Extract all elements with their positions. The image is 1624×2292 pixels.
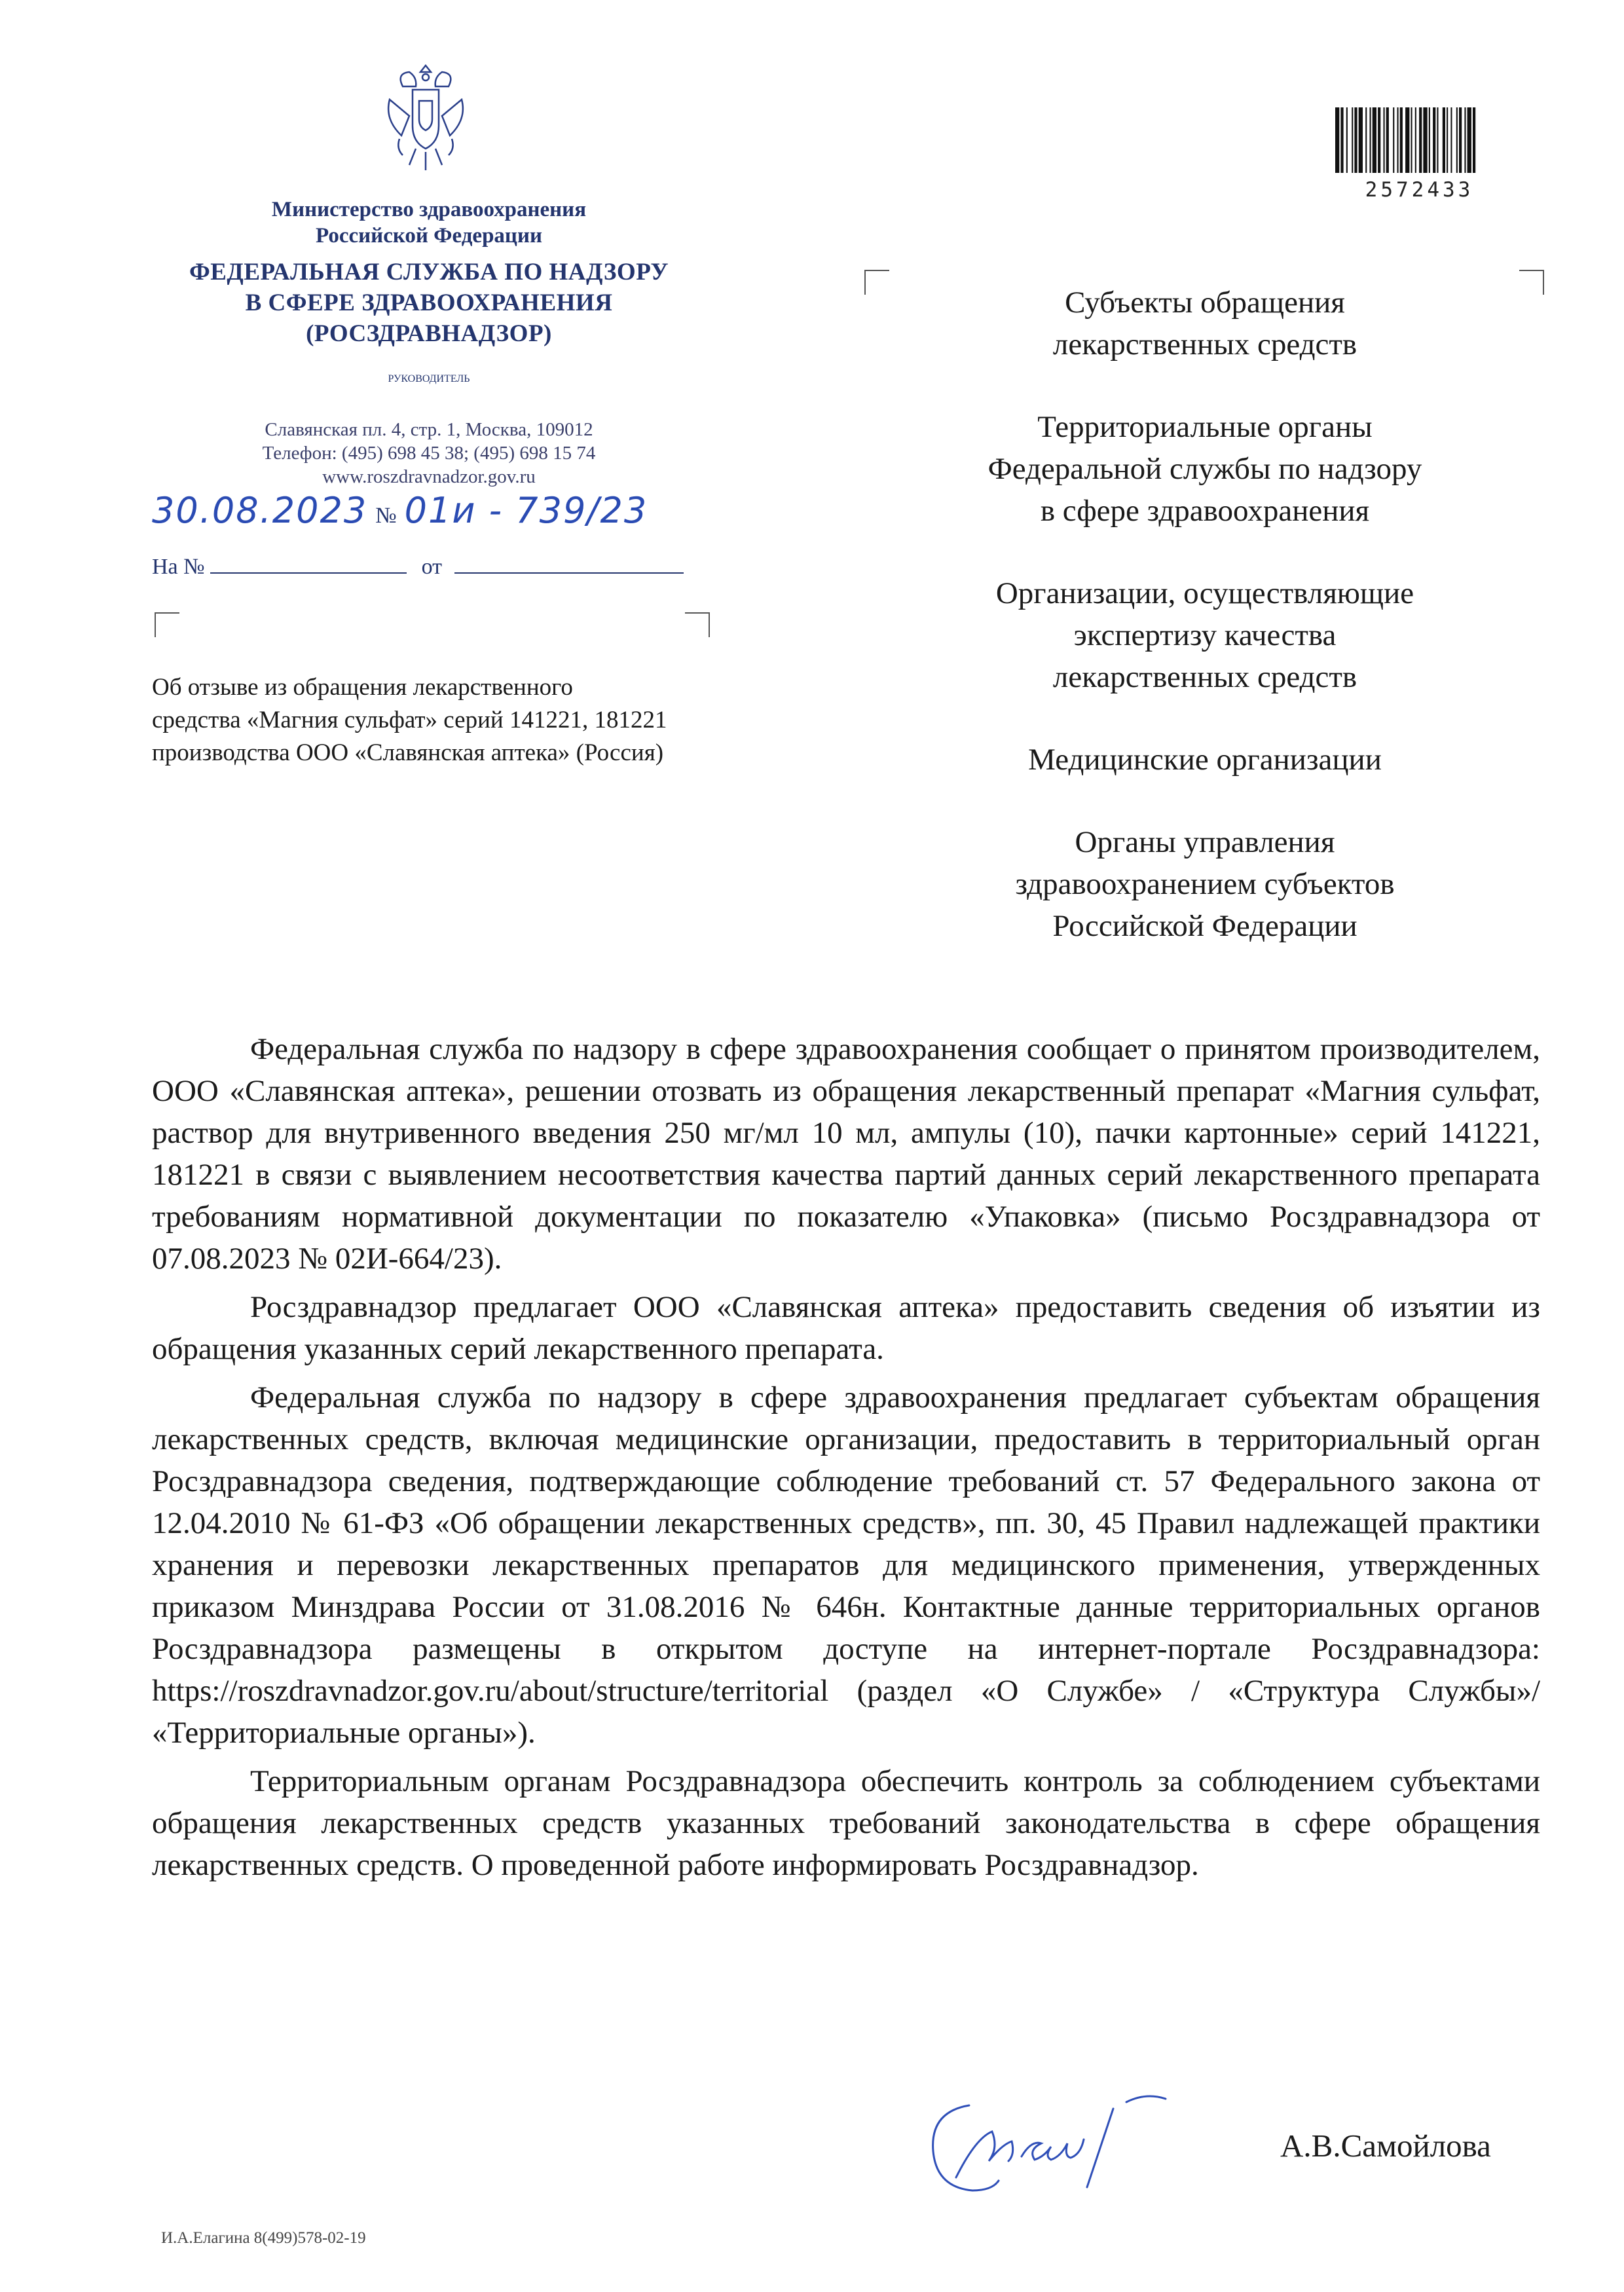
ministry-name	[144, 196, 714, 249]
addressee-group	[910, 572, 1500, 698]
addressee-line: лекарственных средств	[1052, 660, 1357, 694]
addressee-group	[910, 406, 1500, 532]
registration-date: 30.08.2023	[152, 490, 368, 531]
addressee-line: Медицинские организации	[1028, 743, 1382, 777]
subject-line-2: средства «Магния сульфат» серий 141221, 181221	[152, 707, 667, 733]
registration-number: 01и - 739/23	[404, 490, 648, 531]
reference-number-blank	[210, 554, 407, 574]
sender-phone: Телефон: (495) 698 45 38; (495) 698 15 74	[262, 443, 596, 464]
addressee-group	[910, 821, 1500, 947]
reference-date-blank	[454, 554, 684, 574]
addressee-line: Субъекты обращения	[1065, 286, 1345, 320]
signatory-name: А.В.Самойлова	[1280, 2128, 1491, 2164]
sender-address: Славянская пл. 4, стр. 1, Москва, 109012	[265, 419, 593, 440]
reference-label: На №	[152, 555, 205, 579]
addressee-list	[910, 282, 1500, 947]
addressee-line: в сфере здравоохранения	[1040, 494, 1370, 528]
body-paragraph: Федеральная служба по надзору в сфере здравоохранения сообщает о принятом производителем, ООО «Славянская аптека», решении отозвать из обращения лекарственный препарат «Магния сульфат, раствор для внутривенного введения 250 мг/мл 10 мл, ампулы (10), пачки картонные» серий 141221, 181221 в связи с выявлением несоответствия качества партий данных серий лекарственного препарата требованиям нормативной документации по показателю «Упаковка» (письмо Росздравнадзора от 07.08.2023 № 02И-664/23).	[152, 1032, 1540, 1276]
addressee-group	[910, 739, 1500, 781]
service-line-2: В СФЕРЕ ЗДРАВООХРАНЕНИЯ	[245, 289, 613, 316]
addressee-line: Организации, осуществляющие	[995, 576, 1414, 610]
number-sign: №	[375, 504, 397, 528]
ministry-line-2: Российской Федерации	[316, 224, 542, 248]
barcode-icon	[1333, 105, 1506, 177]
ministry-line-1: Министерство здравоохранения	[271, 198, 587, 221]
addressee-line: лекарственных средств	[1052, 327, 1357, 361]
body-paragraph: Федеральная служба по надзору в сфере здравоохранения предлагает субъектам обращения лекарственных средств, включая медицинские организации, предоставить в территориальный орган Росздравнадзора сведения, подтверждающие соблюдение требований ст. 57 Федерального закона от 12.04.2010 № 61-ФЗ «Об обращении лекарственных средств», пп. 30, 45 Правил надлежащей практики хранения и перевозки лекарственных препаратов для медицинского применения, утвержденных приказом Минздрава России от 31.08.2016 № 646н. Контактные данные территориальных органов Росздравнадзора размещены в открытом доступе на интернет-портале Росздравнадзора: https://roszdravnadzor.gov.ru/about/structure/territorial (раздел «О Службе» / «Структура Службы»/ «Территориальные органы»).	[152, 1380, 1540, 1750]
handwritten-signature	[917, 2079, 1283, 2204]
service-line-3: (РОСЗДРАВНАДЗОР)	[306, 320, 552, 347]
addressee-line: Российской Федерации	[1052, 909, 1357, 943]
reference-from-label: от	[421, 555, 443, 579]
subject-line-1: Об отзыве из обращения лекарственного	[152, 674, 573, 701]
letter-body	[152, 1028, 1540, 1893]
registration-line	[152, 490, 781, 536]
addressee-corner-right	[1519, 270, 1544, 295]
body-paragraph: Территориальным органам Росздравнадзора обеспечить контроль за соблюдением субъектами обращения лекарственных средств указанных требований законодательства в сфере обращения лекарственных средств. О проведенной работе информировать Росздравнадзор.	[152, 1764, 1540, 1882]
subject-corner-left	[155, 612, 179, 637]
sender-contacts	[144, 418, 714, 489]
service-name	[144, 257, 714, 349]
addressee-line: здравоохранением субъектов	[1015, 867, 1395, 901]
letter-subject	[152, 671, 807, 769]
subject-corner-right	[685, 612, 710, 637]
addressee-group	[910, 282, 1500, 365]
subject-line-3: производства ООО «Славянская аптека» (Россия)	[152, 739, 664, 766]
addressee-corner-left	[864, 270, 889, 295]
reference-line	[152, 554, 684, 580]
coat-of-arms-icon	[377, 60, 475, 175]
sender-website: www.roszdravnadzor.gov.ru	[322, 466, 536, 487]
barcode-number: 2572433	[1365, 178, 1474, 202]
service-line-1: ФЕДЕРАЛЬНАЯ СЛУЖБА ПО НАДЗОРУ	[189, 259, 669, 286]
sender-role: РУКОВОДИТЕЛЬ	[388, 373, 470, 384]
addressee-line: Федеральной службы по надзору	[987, 452, 1422, 486]
addressee-line: экспертизу качества	[1073, 618, 1337, 652]
addressee-line: Территориальные органы	[1037, 410, 1373, 444]
body-paragraph: Росздравнадзор предлагает ООО «Славянская аптека» предоставить сведения об изъятии из обращения указанных серий лекарственного препарата.	[152, 1290, 1540, 1366]
executor-contact: И.А.Елагина 8(499)578-02-19	[161, 2229, 366, 2247]
addressee-line: Органы управления	[1075, 825, 1335, 859]
